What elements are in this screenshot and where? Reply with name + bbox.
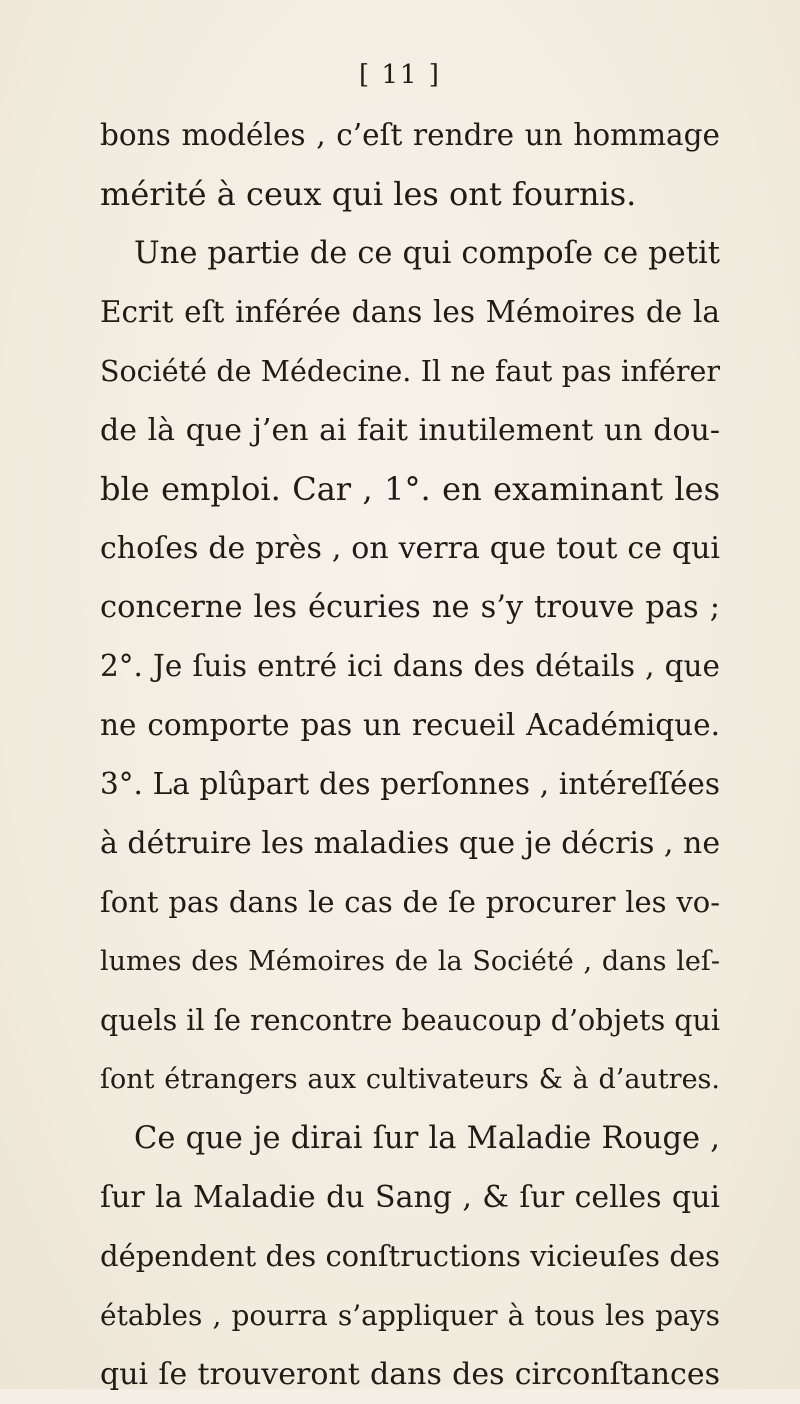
text-line: dépendent des conſtructions vicieuſes des: [100, 1239, 720, 1273]
text-line: à détruire les maladies que je décris , ne: [100, 826, 721, 861]
text-line: ſont étrangers aux cultivateurs & à d’autres.: [100, 1064, 720, 1095]
text-line: bons modéles , c’eſt rendre un hommage: [100, 118, 720, 152]
text-line: mérité à ceux qui les ont fournis.: [100, 175, 637, 213]
text-line: ble emploi. Car , 1°. en examinant les: [100, 470, 720, 508]
text-line: Une partie de ce qui compoſe ce petit: [134, 236, 720, 271]
text-line: Ce que je dirai ſur la Maladie Rouge ,: [134, 1121, 720, 1156]
text-line: ne comporte pas un recueil Académique.: [100, 708, 720, 742]
text-line: de là que j’en ai fait inutilement un dou-: [100, 413, 720, 448]
text-line: étables , pourra s’appliquer à tous les pays: [100, 1299, 720, 1332]
text-line: concerne les écuries ne s’y trouve pas ;: [100, 590, 720, 625]
text-line: lumes des Mémoires de la Société , dans leſ-: [100, 946, 720, 977]
text-line: choſes de près , on verra que tout ce qui: [100, 531, 720, 566]
text-line: Ecrit eſt inférée dans les Mémoires de la: [100, 295, 720, 329]
text-line: ſont pas dans le cas de ſe procurer les vo-: [100, 885, 720, 919]
page-number: [ 11 ]: [359, 60, 441, 90]
text-line: 2°. Je ſuis entré ici dans des détails , que: [100, 649, 720, 683]
text-line: Société de Médecine. Il ne faut pas inférer: [100, 355, 720, 388]
text-line: qui ſe trouveront dans des circonſtances: [100, 1357, 720, 1392]
text-line: 3°. La plûpart des perſonnes , intéreſſées: [100, 767, 720, 801]
text-line: ſur la Maladie du Sang , & ſur celles qui: [100, 1180, 720, 1215]
text-line: quels il ſe rencontre beaucoup d’objets qui: [100, 1004, 720, 1037]
body-text: [100, 106, 720, 1404]
